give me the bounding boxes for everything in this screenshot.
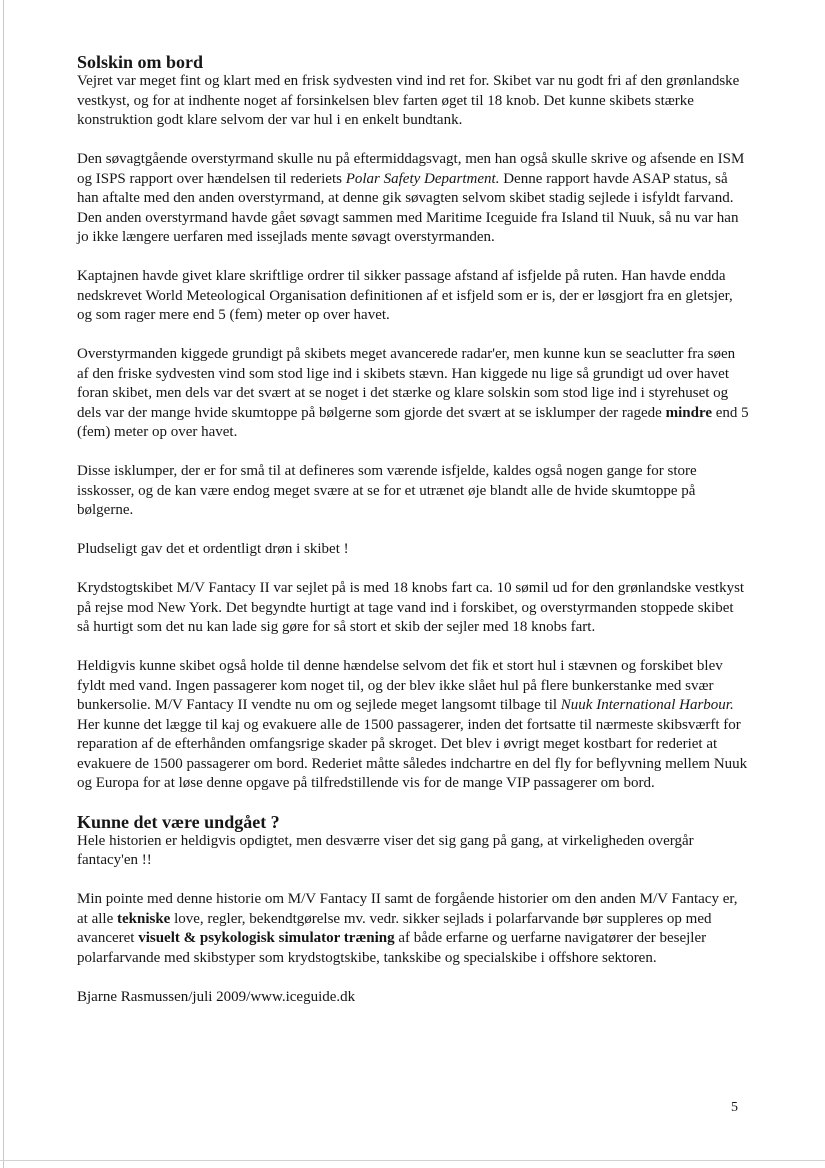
signature-line: Bjarne Rasmussen/juli 2009/www.iceguide.dk <box>77 988 356 1005</box>
paragraph-impact: Pludseligt gav det et ordentligt drøn i skibet ! <box>77 541 349 557</box>
scan-edge-left <box>3 0 4 1168</box>
bold-mindre: mindre <box>665 404 712 421</box>
paragraph-captain-orders: Kaptajnen havde givet klare skriftlige ordrer til sikker passage afstand af isfjelde på ruten. Han havde endda nedskrevet World Meteological Organisation definitionen af et isfjeld som er is, der er løsgjort fra en gletsjer, og som rager mere end 5 (fem) meter op over havet. <box>77 268 733 323</box>
article-body <box>77 52 749 1007</box>
page-number: 5 <box>731 1100 738 1115</box>
bold-simulator-training: visuelt & psykologisk simulator træning <box>138 930 395 946</box>
paragraph-evacuation: Heldigvis kunne skibet også holde til denne hændelse selvom det fik et stort hul i stævnen og forskibet blev fyldt med vand. Ingen passagerer kom noget til, og der blev ikke slået hul på flere bunkerstanke med svær bunkersolie. M/V Fantacy II vendte nu om og sejlede meget langsomt tilbage til Nuuk International Harbour. Her kunne det lægge til kaj og evakuere alle de 1500 passagerer, inden det fortsatte til nærmeste skibsværft for reparation af de efterhånden omfangsrige skader på skroget. Det blev i øvrigt meget kostbart for rederiet at evakuere de 1500 passagerer om bord. Rederiet måtte således indchartre en del fly for beflyvning mellem Nuuk og Europa for at løse denne opgave på tilfredstillende vis for de mange VIP passagerer om bord. <box>77 658 748 791</box>
italic-harbour-name: Nuuk International Harbour. <box>560 697 734 713</box>
italic-department-name: Polar Safety Department. <box>345 170 500 187</box>
bold-tekniske: tekniske <box>116 910 171 927</box>
paragraph-cruise-ship: Krydstogtskibet M/V Fantacy II var sejlet på is med 18 knobs fart ca. 10 sømil ud for den grønlandske vestkyst på rejse mod New York. Det begyndte hurtigt at tage vand ind i forskibet, og overstyrmanden stoppede skibet så hurtigt som det nu kan lade sig gøre for så stort et skib der sejler med 18 knobs fart. <box>77 580 745 635</box>
section-heading-solskin: Solskin om bord <box>77 52 204 72</box>
paragraph-radar: Overstyrmanden kiggede grundigt på skibets meget avancerede radar'er, men kunne kun se seaclutter fra søen af den friske sydvesten vind som stod lige ind i skibets stævn. Han kiggede nu lige så grundigt ud over havet foran skibet, men dels var det svært at se noget i det stærke og klare solskin som stod lige ind i styrehuset og dels var der mange hvide skumtoppe på bølgerne som gjorde det svært at se isklumper der ragede mindre end 5 (fem) meter op over havet. <box>77 346 749 440</box>
paragraph-ice-chunks: Disse isklumper, der er for små til at defineres som værende isfjelde, kaldes også nogen gange for store isskosser, og de kan være endog meget svære at se for et utrænet øje blandt alle de hvide skumtoppe på bølgerne. <box>77 463 697 518</box>
paragraph-weather: Vejret var meget fint og klart med en frisk sydvesten vind ind ret for. Skibet var nu godt fri af den grønlandske vestkyst, og for at indhente noget af forsinkelsen blev farten øget til 18 knob. Det kunne skibets stærke konstruktion godt klare selvom der var hul i en enkelt bundtank. <box>77 73 740 128</box>
paragraph-point: Min pointe med denne historie om M/V Fantacy II samt de forgående historier om den anden M/V Fantacy er, at alle tekniske love, regler, bekendtgørelse mv. vedr. sikker sejlads i polarfarvande bør suppleres op med avanceret visuelt & psykologisk simulator træning af både erfarne og uerfarne navigatører der besejler polarfarvande med skibstyper som krydstogtskibe, tankskibe og specialskibe i offshore sektoren. <box>77 891 738 966</box>
paragraph-fiction: Hele historien er heldigvis opdigtet, men desværre viser det sig gang på gang, at virkeligheden overgår fantacy'en !! <box>77 832 694 868</box>
section-heading-avoidable: Kunne det være undgået ? <box>77 811 280 832</box>
paragraph-watch-officer: Den søvagtgående overstyrmand skulle nu på eftermiddagsvagt, men han også skulle skrive og afsende en ISM og ISPS rapport over hændelsen til rederiets Polar Safety Department. Denne rapport havde ASAP status, så han aftalte med den anden overstyrmand, at denne gik søvagten selvom skibet stadig sejlede i isfyldt farvand. Den anden overstyrmand havde gået søvagt sammen med Maritime Iceguide fra Island til Nuuk, så nu var han jo ikke længere uerfaren med issejlads mente søvagt overstyrmanden. <box>77 151 745 245</box>
scan-edge-bottom <box>0 1160 825 1161</box>
